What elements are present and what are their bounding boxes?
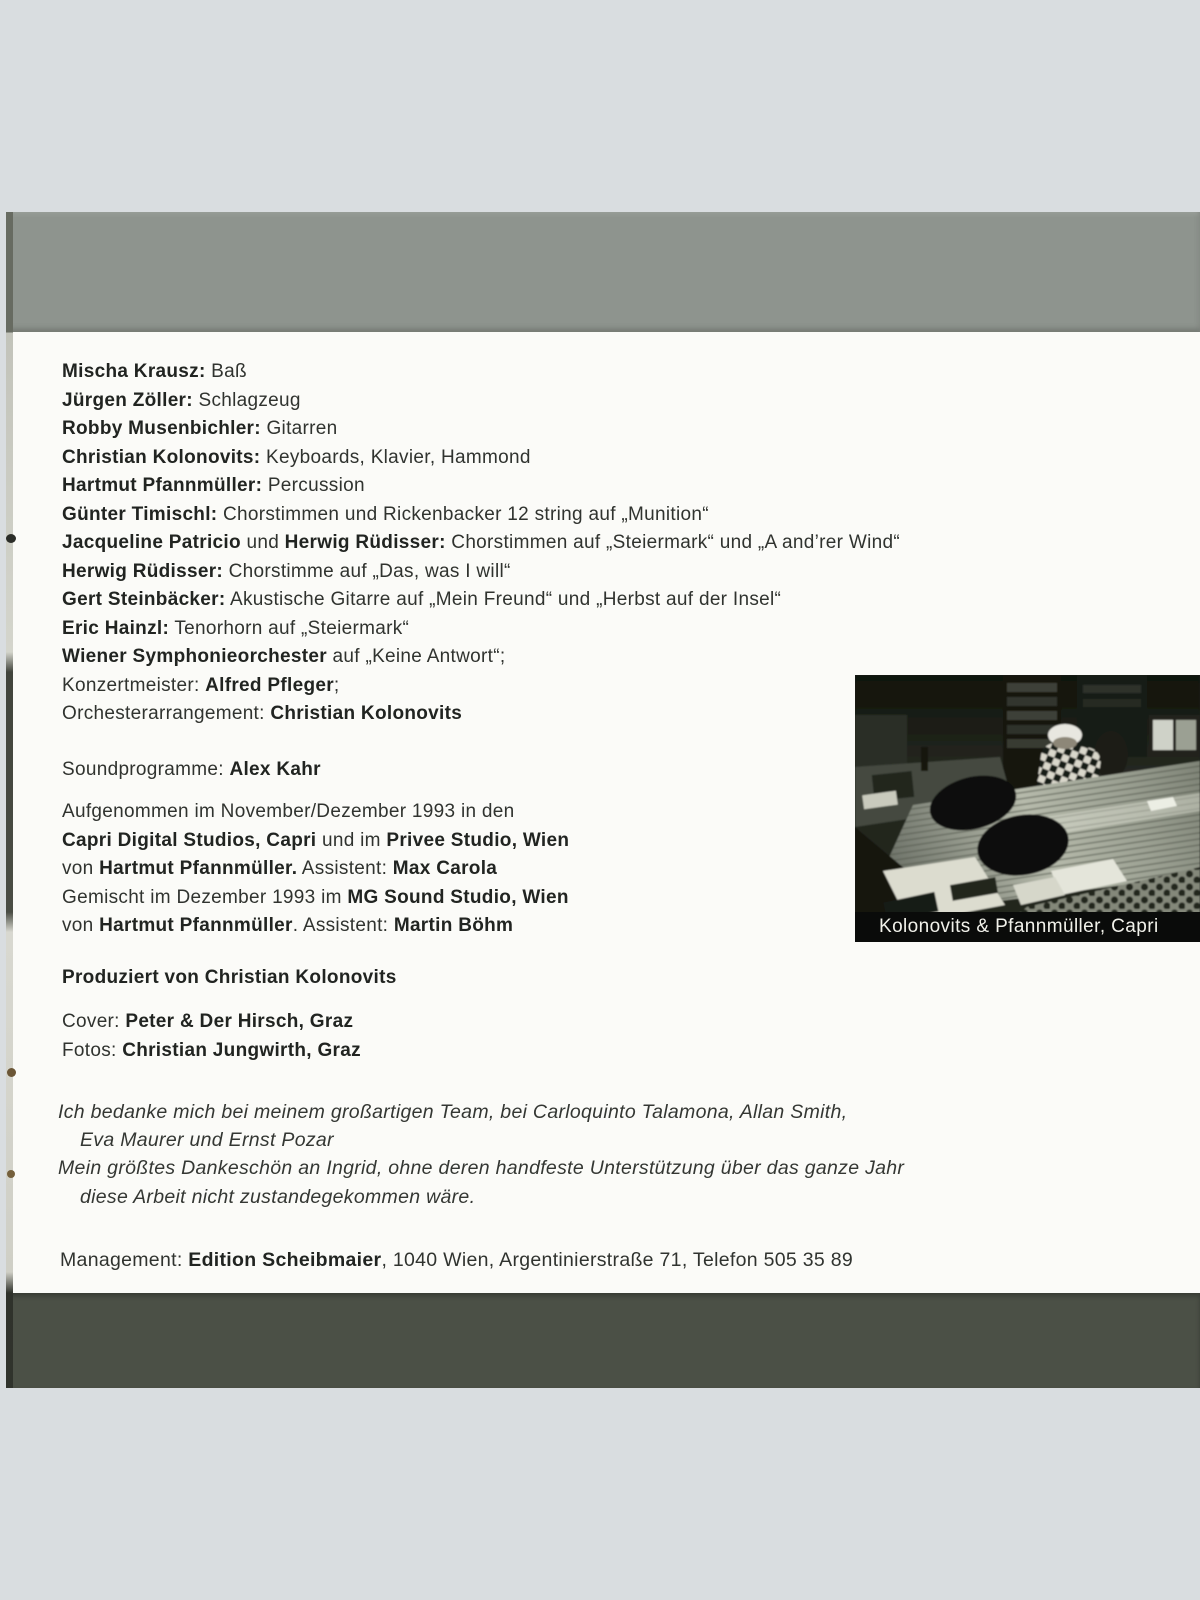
text-segment: Produziert von Christian Kolonovits	[62, 967, 397, 988]
text-line	[62, 615, 900, 644]
text-segment: Hartmut Pfannmüller	[99, 915, 293, 936]
text-line	[62, 756, 321, 785]
studio-photo	[855, 675, 1200, 942]
text-segment: , 1040 Wien, Argentinierstraße 71, Telefon 505 35 89	[381, 1249, 854, 1271]
text-line	[58, 1183, 904, 1211]
text-segment: und	[240, 532, 285, 553]
text-segment: Hartmut Pfannmüller:	[62, 475, 263, 496]
text-segment: Schlagzeug	[192, 389, 301, 411]
text-segment: Günter Timischl:	[62, 503, 218, 525]
text-segment: Privee Studio, Wien	[386, 829, 570, 851]
text-segment: Eric Hainzl:	[62, 617, 170, 639]
scan-edge	[6, 212, 13, 1388]
text-line	[62, 558, 900, 587]
text-segment: Konzertmeister:	[62, 674, 206, 696]
text-segment: Alfred Pfleger	[205, 674, 334, 696]
text-line	[62, 358, 900, 387]
artwork-credits-block	[62, 1008, 361, 1065]
text-segment: Herwig Rüdisser:	[284, 532, 446, 553]
page-bottom-band	[6, 1293, 1200, 1388]
text-line	[62, 827, 569, 856]
text-segment: Jacqueline Patricio	[62, 532, 241, 553]
text-segment: . Assistent:	[292, 915, 394, 936]
scan-artifact	[7, 1170, 15, 1178]
text-segment: Mischa Krausz:	[62, 361, 206, 382]
producer-block	[62, 964, 397, 993]
text-segment: diese Arbeit nicht zustandegekommen wäre.	[80, 1185, 476, 1208]
text-line	[62, 700, 900, 729]
text-segment: Gert Steinbäcker:	[62, 589, 226, 610]
text-line	[62, 1037, 361, 1066]
text-line	[58, 1098, 904, 1126]
text-segment: Christian Kolonovits	[270, 703, 463, 724]
text-segment: Wiener Symphonieorchester	[62, 646, 327, 667]
text-segment: von	[62, 915, 100, 936]
text-segment: Capri Digital Studios, Capri	[62, 829, 317, 851]
text-line	[62, 501, 900, 530]
text-line	[62, 912, 569, 941]
text-segment: Christian Jungwirth, Graz	[122, 1039, 361, 1061]
recording-info-block	[62, 798, 569, 941]
text-segment: Jürgen Zöller:	[62, 389, 193, 411]
text-segment: Assistent:	[297, 858, 393, 879]
photo-caption: Kolonovits & Pfannmüller, Capri	[855, 912, 1200, 942]
management-block	[60, 1246, 853, 1275]
text-segment: Christian Kolonovits:	[62, 446, 261, 468]
text-segment: von	[62, 858, 100, 879]
text-segment: Aufgenommen im November/Dezember 1993 in den	[62, 801, 515, 822]
text-segment: Peter & Der Hirsch, Graz	[125, 1011, 354, 1032]
text-segment: Percussion	[262, 475, 365, 496]
text-line	[62, 643, 900, 672]
text-line	[62, 855, 569, 884]
scan-artifact	[6, 534, 16, 543]
text-segment: Ich bedanke mich bei meinem großartigen Team, bei Carloquinto Talamona, Allan Smith,	[58, 1101, 848, 1123]
text-segment: und im	[316, 829, 387, 851]
scan-artifact	[7, 1068, 16, 1077]
text-line	[62, 586, 900, 615]
text-line	[62, 798, 569, 827]
text-line	[62, 964, 397, 993]
text-segment: Chorstimmen auf „Steiermark“ und „A and’rer Wind“	[445, 532, 900, 553]
text-segment: Tenorhorn auf „Steiermark“	[169, 617, 410, 639]
text-line	[62, 672, 900, 701]
text-line	[58, 1154, 904, 1182]
text-line	[62, 529, 900, 558]
text-line	[62, 472, 900, 501]
text-segment: Gemischt im Dezember 1993 im	[62, 886, 348, 908]
text-segment: Hartmut Pfannmüller.	[99, 858, 298, 879]
text-segment: Alex Kahr	[229, 759, 321, 780]
page-top-band	[6, 212, 1200, 332]
text-line	[62, 884, 569, 913]
thanks-note-block	[58, 1098, 904, 1211]
text-segment: Soundprogramme:	[62, 759, 230, 780]
text-segment: Keyboards, Klavier, Hammond	[260, 446, 531, 468]
text-segment: Edition Scheibmaier	[188, 1249, 382, 1271]
text-segment: Robby Musenbichler:	[62, 418, 261, 439]
soundprogramme-block	[62, 756, 321, 785]
text-segment: Akustische Gitarre auf „Mein Freund“ und „Herbst auf der Insel“	[225, 589, 782, 610]
text-segment: Chorstimmen und Rickenbacker 12 string auf „Munition“	[217, 503, 709, 525]
text-line	[62, 415, 900, 444]
studio-photo-illustration	[855, 675, 1200, 942]
text-segment: Orchesterarrangement:	[62, 703, 271, 724]
text-segment: Fotos:	[62, 1039, 123, 1061]
text-segment: Baß	[205, 361, 247, 382]
text-segment: Management:	[60, 1249, 189, 1271]
text-line	[62, 1008, 361, 1037]
text-segment: MG Sound Studio, Wien	[347, 886, 569, 908]
text-segment: ;	[333, 674, 340, 696]
text-segment: auf „Keine Antwort“;	[326, 646, 506, 667]
text-line	[60, 1246, 853, 1275]
text-segment: Martin Böhm	[393, 915, 514, 936]
text-line	[62, 444, 900, 473]
text-segment: Mein größtes Dankeschön an Ingrid, ohne deren handfeste Unterstützung über das ganze Jahr	[58, 1157, 905, 1180]
text-segment: Eva Maurer und Ernst Pozar	[80, 1129, 334, 1152]
text-line	[58, 1126, 904, 1154]
text-segment: Herwig Rüdisser:	[62, 560, 224, 582]
musician-credits-block	[62, 358, 900, 729]
text-segment: Max Carola	[392, 858, 498, 879]
text-segment: Cover:	[62, 1011, 126, 1032]
text-segment: Chorstimme auf „Das, was I will“	[223, 560, 511, 582]
text-segment: Gitarren	[260, 418, 338, 439]
text-line	[62, 387, 900, 416]
